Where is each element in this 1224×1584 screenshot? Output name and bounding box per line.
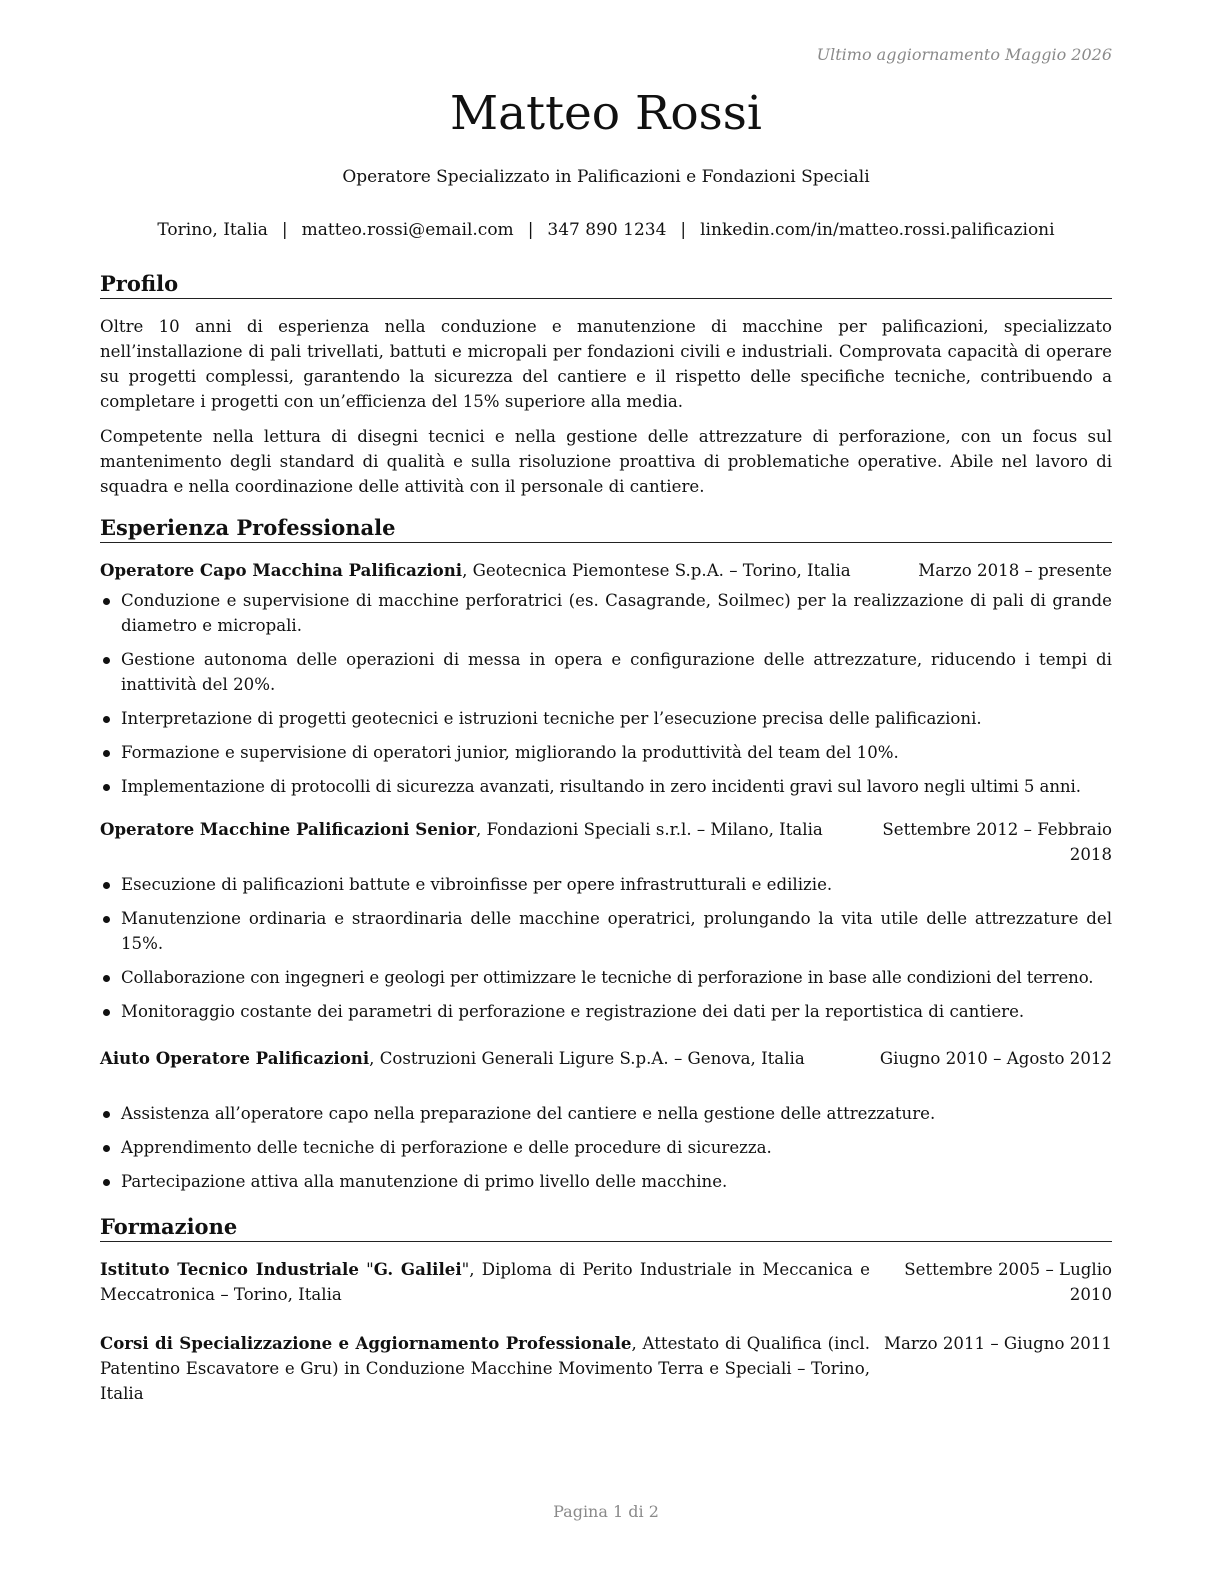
list-item: Formazione e supervisione di operatori junior, migliorando la produttività del team del 10%.: [100, 740, 1112, 765]
profile-paragraph: Oltre 10 anni di esperienza nella conduzione e manutenzione di macchine per palificazioni, specializzato nell’installazione di pali trivellati, battuti e micropali per fondazioni civili e industriali. Comprovata capacità di operare su progetti complessi, garantendo la sicurezza del cantiere e il rispetto delle specifiche tecniche, contribuendo a completare i progetti con un’efficienza del 15% superiore alla media.: [100, 317, 1112, 411]
contact-city: Torino, Italia: [157, 220, 268, 240]
bullet-icon: [103, 657, 110, 664]
education-institution: Istituto Tecnico Industriale: [100, 1259, 359, 1279]
section-heading-profile: Profilo: [100, 270, 1112, 299]
list-item: Partecipazione attiva alla manutenzione di primo livello delle macchine.: [100, 1169, 1112, 1194]
bullet-icon: [103, 750, 110, 757]
bullet-icon: [103, 598, 110, 605]
job-company: , Costruzioni Generali Ligure S.p.A. – Genova, Italia: [369, 1049, 805, 1068]
list-item: Apprendimento delle tecniche di perforazione e delle procedure di sicurezza.: [100, 1135, 1112, 1160]
section-heading-experience: Esperienza Professionale: [100, 514, 1112, 543]
education-dates: Settembre 2005 – Luglio 2010: [904, 1260, 1112, 1304]
list-item: Assistenza all’operatore capo nella preparazione del cantiere e nella gestione delle attrezzature.: [100, 1101, 1112, 1126]
contact-email[interactable]: matteo.rossi@email.com: [301, 220, 514, 240]
job-role: Operatore Macchine Palificazioni Senior: [100, 819, 476, 839]
contact-separator: |: [281, 220, 288, 240]
list-item: Monitoraggio costante dei parametri di perforazione e registrazione dei dati per la reportistica di cantiere.: [100, 999, 1112, 1024]
contact-linkedin[interactable]: linkedin.com/in/matteo.rossi.palificazioni: [700, 220, 1055, 240]
candidate-name: Matteo Rossi: [450, 86, 762, 141]
candidate-title: Operatore Specializzato in Palificazioni e Fondazioni Speciali: [342, 167, 870, 187]
job-bullet-list: [100, 588, 1112, 808]
job-bullet-list: [100, 1101, 1112, 1203]
job-role: Aiuto Operatore Palificazioni: [100, 1048, 370, 1068]
profile-paragraph: Competente nella lettura di disegni tecnici e nella gestione delle attrezzature di perforazione, con un focus sul mantenimento degli standard di qualità e sulla risoluzione proattiva di problematiche operative. Abile nel lavoro di squadra e nella coordinazione delle attività con il personale di cantiere.: [100, 427, 1112, 496]
education-detail: , Diploma di Perito Industriale in Meccanica e Meccatronica – Torino, Italia: [100, 1260, 870, 1304]
page-number: Pagina 1 di 2: [553, 1502, 659, 1521]
job-dates: Settembre 2012 – Febbraio 2018: [882, 820, 1112, 864]
contact-phone: 347 890 1234: [547, 220, 667, 240]
bullet-icon: [103, 1179, 110, 1186]
bullet-icon: [103, 975, 110, 982]
list-item: Interpretazione di progetti geotecnici e istruzioni tecniche per l’esecuzione precisa delle palificazioni.: [100, 706, 1112, 731]
bullet-icon: [103, 916, 110, 923]
contact-separator: |: [527, 220, 534, 240]
section-heading-education: Formazione: [100, 1213, 1112, 1242]
list-item: Collaborazione con ingegneri e geologi per ottimizzare le tecniche di perforazione in base alle condizioni del terreno.: [100, 965, 1112, 990]
bullet-icon: [103, 1009, 110, 1016]
list-item: Implementazione di protocolli di sicurezza avanzati, risultando in zero incidenti gravi sul lavoro negli ultimi 5 anni.: [100, 774, 1112, 799]
list-item: Conduzione e supervisione di macchine perforatrici (es. Casagrande, Soilmec) per la realizzazione di pali di grande diametro e micropali.: [100, 588, 1112, 638]
resume-page: [100, 0, 1112, 1584]
job-dates: Giugno 2010 – Agosto 2012: [879, 1049, 1112, 1068]
bullet-icon: [103, 716, 110, 723]
job-company: , Geotecnica Piemontese S.p.A. – Torino, Italia: [462, 561, 851, 580]
list-item: Esecuzione di palificazioni battute e vibroinfisse per opere infrastrutturali e edilizie.: [100, 872, 1112, 897]
job-role: Operatore Capo Macchina Palificazioni: [100, 560, 463, 580]
job-dates: Marzo 2018 – presente: [918, 561, 1112, 580]
job-company: , Fondazioni Speciali s.r.l. – Milano, Italia: [475, 820, 823, 839]
education-item: [100, 1331, 1112, 1406]
education-dates: Marzo 2011 – Giugno 2011: [884, 1334, 1112, 1353]
bullet-icon: [103, 1111, 110, 1118]
education-detail: , Attestato di Qualifica (incl. Patentino Escavatore e Gru) in Conduzione Macchine Movimento Terra e Speciali – Torino, Italia: [100, 1334, 870, 1403]
bullet-icon: [103, 882, 110, 889]
education-item: Istituto Tecnico Industriale "G. Galilei", Diploma di Perito Industriale in Meccanica e Meccatronica – Torino, Italia Settembre 2005 – Luglio 2010: [100, 1257, 1112, 1307]
last-updated-note: Ultimo aggiornamento Maggio 2026: [816, 45, 1112, 64]
bullet-icon: [103, 1145, 110, 1152]
education-institution: Corsi di Specializzazione e Aggiornamento Professionale: [100, 1333, 632, 1353]
contact-separator: |: [680, 220, 687, 240]
bullet-icon: [103, 784, 110, 791]
list-item: Manutenzione ordinaria e straordinaria delle macchine operatrici, prolungando la vita utile delle attrezzature del 15%.: [100, 906, 1112, 956]
list-item: Gestione autonoma delle operazioni di messa in opera e configurazione delle attrezzature, riducendo i tempi di inattività del 20%.: [100, 647, 1112, 697]
contact-line: [100, 220, 1112, 240]
job-bullet-list: [100, 872, 1112, 1033]
